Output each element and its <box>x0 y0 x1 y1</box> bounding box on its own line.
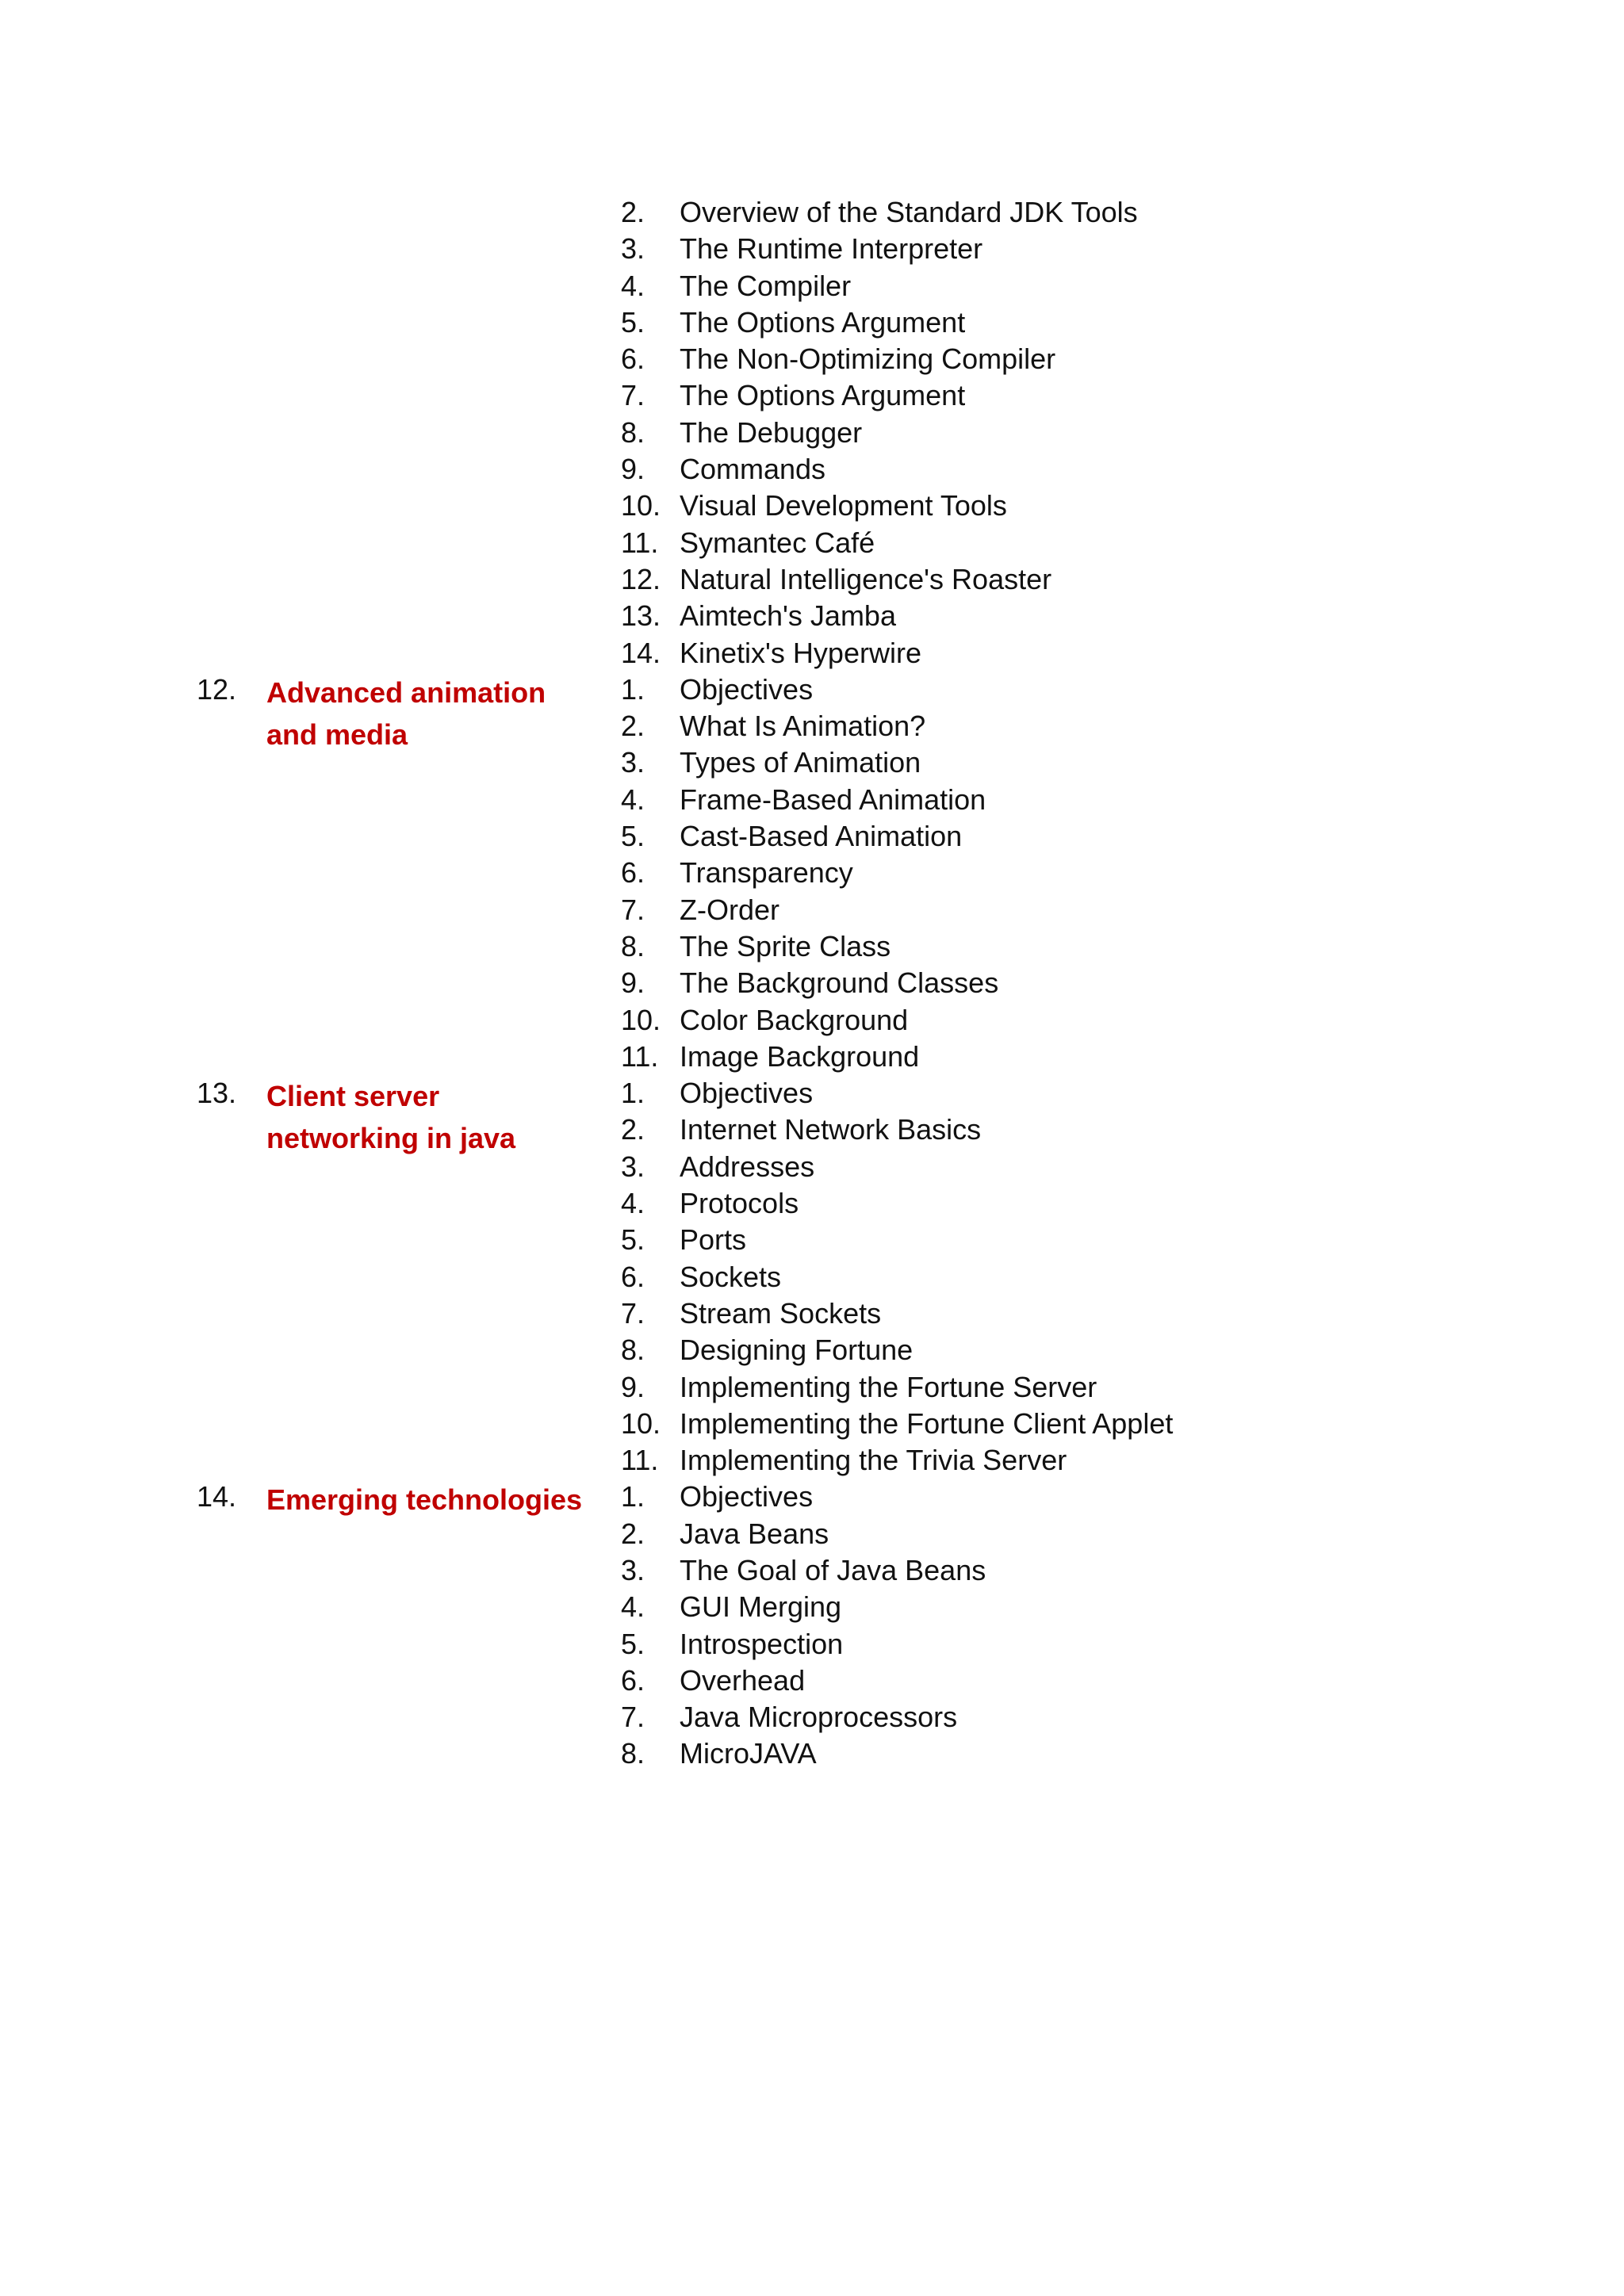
topic-row <box>0 1112 1624 1148</box>
topic-text: Objectives <box>680 1077 814 1110</box>
topic-text: Objectives <box>680 672 814 706</box>
topic-row <box>0 268 1624 304</box>
module-number: 14. <box>197 1480 237 1513</box>
topic-text: Natural Intelligence's Roaster <box>680 562 1052 595</box>
topic-text: What Is Animation? <box>680 710 926 743</box>
topic-number: 2. <box>621 1113 645 1146</box>
topic-row <box>0 1699 1624 1735</box>
topic-row <box>0 377 1624 414</box>
topic-row <box>0 635 1624 672</box>
topic-text: Color Background <box>680 1003 909 1036</box>
topic-number: 11. <box>621 1444 659 1477</box>
topic-row <box>0 1442 1624 1479</box>
topic-number: 9. <box>621 966 645 1000</box>
topic-row <box>0 1185 1624 1222</box>
topic-row <box>0 525 1624 561</box>
topic-text: Addresses <box>680 1150 815 1183</box>
topic-text: Stream Sockets <box>680 1296 882 1330</box>
topic-number: 9. <box>621 453 645 486</box>
topic-number: 1. <box>621 1480 645 1513</box>
topic-number: 5. <box>621 305 645 339</box>
topic-number: 11. <box>621 1039 659 1073</box>
topic-row <box>0 818 1624 855</box>
topic-text: Cast-Based Animation <box>680 820 963 853</box>
topic-text: Sockets <box>680 1260 782 1293</box>
module-number: 12. <box>197 672 237 706</box>
topic-number: 7. <box>621 893 645 926</box>
topic-text: Java Beans <box>680 1517 829 1550</box>
topic-text: GUI Merging <box>680 1590 842 1624</box>
topic-text: Commands <box>680 453 826 486</box>
module-title: Client server networking in java <box>266 1080 516 1155</box>
topic-text: Java Microprocessors <box>680 1701 958 1734</box>
topic-text: Implementing the Trivia Server <box>680 1444 1067 1477</box>
topic-text: Symantec Café <box>680 526 875 559</box>
topic-number: 6. <box>621 1663 645 1697</box>
topic-text: Overhead <box>680 1663 806 1697</box>
topic-number: 4. <box>621 1590 645 1624</box>
topic-text: Z-Order <box>680 893 779 926</box>
topic-number: 11. <box>621 526 659 559</box>
topic-number: 3. <box>621 746 645 779</box>
topic-number: 10. <box>621 1406 661 1440</box>
topic-number: 3. <box>621 1553 645 1586</box>
topic-number: 7. <box>621 1296 645 1330</box>
topic-row <box>0 415 1624 451</box>
topic-text: Overview of the Standard JDK Tools <box>680 196 1138 228</box>
topic-text: The Compiler <box>680 269 852 302</box>
topic-text: The Runtime Interpreter <box>680 232 983 266</box>
module-title: Advanced animation and media <box>266 675 546 751</box>
topic-row <box>0 1479 1624 1515</box>
topic-text: Image Background <box>680 1039 920 1073</box>
topic-row <box>0 1406 1624 1442</box>
topic-row <box>0 1259 1624 1295</box>
topic-number: 4. <box>621 1187 645 1220</box>
module-block <box>0 1075 1624 1479</box>
topic-number: 4. <box>621 783 645 816</box>
topic-row <box>0 1295 1624 1332</box>
topic-row <box>0 488 1624 524</box>
topic-text: Designing Fortune <box>680 1334 914 1367</box>
topic-row <box>0 451 1624 488</box>
topic-text: The Options Argument <box>680 379 966 412</box>
topic-row <box>0 194 1624 231</box>
topic-row <box>0 928 1624 965</box>
topic-number: 1. <box>621 672 645 706</box>
topic-number: 4. <box>621 269 645 302</box>
topic-row <box>0 1222 1624 1258</box>
topic-row <box>0 1002 1624 1039</box>
topic-number: 14. <box>621 636 661 669</box>
module-number: 13. <box>197 1077 237 1110</box>
topic-text: Implementing the Fortune Client Applet <box>680 1406 1174 1440</box>
topic-row <box>0 1552 1624 1589</box>
topic-number: 2. <box>621 710 645 743</box>
topic-number: 10. <box>621 489 661 522</box>
topic-number: 7. <box>621 1701 645 1734</box>
topic-number: 12. <box>621 562 661 595</box>
topic-text: The Options Argument <box>680 305 966 339</box>
topic-row <box>0 708 1624 744</box>
topic-row <box>0 1516 1624 1552</box>
topic-number: 6. <box>621 856 645 890</box>
topic-number: 8. <box>621 929 645 962</box>
topic-text: Implementing the Fortune Server <box>680 1370 1097 1403</box>
topic-number: 2. <box>621 196 645 228</box>
module-block <box>0 1479 1624 1772</box>
topic-number: 8. <box>621 1334 645 1367</box>
topic-text: Types of Animation <box>680 746 921 779</box>
topic-row <box>0 782 1624 818</box>
topic-number: 2. <box>621 1517 645 1550</box>
topic-text: Internet Network Basics <box>680 1113 982 1146</box>
topic-text: Ports <box>680 1223 747 1257</box>
topic-row <box>0 231 1624 267</box>
topic-row <box>0 1075 1624 1112</box>
topic-number: 5. <box>621 1627 645 1660</box>
topic-row <box>0 1149 1624 1185</box>
topic-text: The Non-Optimizing Compiler <box>680 342 1056 376</box>
topic-number: 8. <box>621 415 645 449</box>
topic-row <box>0 561 1624 598</box>
topic-row <box>0 892 1624 928</box>
topic-number: 6. <box>621 1260 645 1293</box>
topic-row <box>0 1626 1624 1663</box>
topic-row <box>0 341 1624 377</box>
topic-text: MicroJAVA <box>680 1737 817 1770</box>
topic-row <box>0 304 1624 341</box>
module-block <box>0 672 1624 1075</box>
topic-text: Objectives <box>680 1480 814 1513</box>
topic-number: 7. <box>621 379 645 412</box>
topic-row <box>0 1039 1624 1075</box>
topic-number: 5. <box>621 1223 645 1257</box>
topic-number: 1. <box>621 1077 645 1110</box>
topic-text: Visual Development Tools <box>680 489 1007 522</box>
topic-row <box>0 965 1624 1001</box>
topic-row <box>0 672 1624 708</box>
topic-text: The Goal of Java Beans <box>680 1553 986 1586</box>
topic-row <box>0 1369 1624 1406</box>
topic-number: 13. <box>621 599 661 633</box>
topic-text: Kinetix's Hyperwire <box>680 636 921 669</box>
topic-row <box>0 1589 1624 1625</box>
topic-text: The Background Classes <box>680 966 999 1000</box>
topic-number: 8. <box>621 1737 645 1770</box>
topic-text: Protocols <box>680 1187 799 1220</box>
topic-row <box>0 1332 1624 1368</box>
topic-row <box>0 1663 1624 1699</box>
topic-text: Introspection <box>680 1627 844 1660</box>
continued-module-block <box>0 194 1624 672</box>
topic-number: 3. <box>621 232 645 266</box>
topic-number: 10. <box>621 1003 661 1036</box>
topic-row <box>0 855 1624 891</box>
topic-number: 6. <box>621 342 645 376</box>
module-title: Emerging technologies <box>266 1483 583 1517</box>
topic-number: 5. <box>621 820 645 853</box>
topic-text: The Debugger <box>680 415 863 449</box>
topic-row <box>0 598 1624 634</box>
topic-row <box>0 744 1624 781</box>
topic-number: 3. <box>621 1150 645 1183</box>
topic-text: Frame-Based Animation <box>680 783 986 816</box>
topic-number: 9. <box>621 1370 645 1403</box>
topic-text: The Sprite Class <box>680 929 891 962</box>
topic-text: Transparency <box>680 856 853 890</box>
topic-text: Aimtech's Jamba <box>680 599 896 633</box>
syllabus-table <box>0 194 1624 1773</box>
topic-row <box>0 1735 1624 1772</box>
